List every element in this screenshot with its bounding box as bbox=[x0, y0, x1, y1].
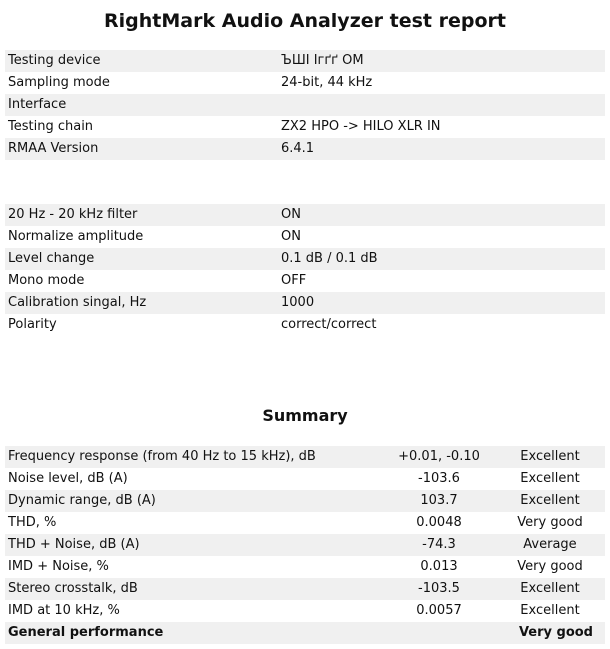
summary-title: Summary bbox=[262, 406, 348, 425]
summary-table bbox=[5, 446, 605, 644]
info-row-rmaa-version bbox=[5, 138, 605, 160]
setting-value: OFF bbox=[278, 270, 605, 292]
general-performance-rating: Very good bbox=[495, 622, 605, 644]
settings-row-mono-mode bbox=[5, 270, 605, 292]
info-key: Interface bbox=[5, 94, 278, 116]
summary-row bbox=[5, 490, 605, 512]
setting-key: Polarity bbox=[5, 314, 278, 336]
info-row-sampling-mode bbox=[5, 72, 605, 94]
summary-param: THD + Noise, dB (A) bbox=[5, 534, 383, 556]
summary-rating: Very good bbox=[495, 512, 605, 534]
setting-value: ON bbox=[278, 204, 605, 226]
setting-key: Mono mode bbox=[5, 270, 278, 292]
summary-param: Dynamic range, dB (A) bbox=[5, 490, 383, 512]
info-row-testing-device bbox=[5, 50, 605, 72]
setting-value: correct/correct bbox=[278, 314, 605, 336]
settings-row-polarity bbox=[5, 314, 605, 336]
summary-param: Frequency response (from 40 Hz to 15 kHz), dB bbox=[5, 446, 383, 468]
summary-rating: Excellent bbox=[495, 490, 605, 512]
general-performance-spacer bbox=[383, 622, 495, 644]
setting-key: 20 Hz - 20 kHz filter bbox=[5, 204, 278, 226]
summary-row bbox=[5, 578, 605, 600]
summary-row bbox=[5, 534, 605, 556]
summary-param: THD, % bbox=[5, 512, 383, 534]
setting-key: Normalize amplitude bbox=[5, 226, 278, 248]
summary-rating: Excellent bbox=[495, 600, 605, 622]
summary-rating: Very good bbox=[495, 556, 605, 578]
settings-row-level-change bbox=[5, 248, 605, 270]
info-value: 6.4.1 bbox=[278, 138, 605, 160]
info-key: Testing chain bbox=[5, 116, 278, 138]
general-performance-label: General performance bbox=[5, 622, 383, 644]
report-title: RightMark Audio Analyzer test report bbox=[104, 10, 506, 32]
summary-rating: Average bbox=[495, 534, 605, 556]
setting-key: Calibration singal, Hz bbox=[5, 292, 278, 314]
summary-value: -103.6 bbox=[383, 468, 495, 490]
summary-value: 0.013 bbox=[383, 556, 495, 578]
summary-param: IMD at 10 kHz, % bbox=[5, 600, 383, 622]
setting-value: 0.1 dB / 0.1 dB bbox=[278, 248, 605, 270]
settings-row-filter bbox=[5, 204, 605, 226]
summary-rating: Excellent bbox=[495, 446, 605, 468]
summary-param: Noise level, dB (A) bbox=[5, 468, 383, 490]
setting-value: ON bbox=[278, 226, 605, 248]
info-row-testing-chain bbox=[5, 116, 605, 138]
summary-row bbox=[5, 512, 605, 534]
info-value bbox=[278, 94, 605, 116]
summary-value: 103.7 bbox=[383, 490, 495, 512]
info-key: Testing device bbox=[5, 50, 278, 72]
summary-value: 0.0057 bbox=[383, 600, 495, 622]
device-info-table bbox=[5, 50, 605, 160]
general-performance-row bbox=[5, 622, 605, 644]
info-key: Sampling mode bbox=[5, 72, 278, 94]
setting-value: 1000 bbox=[278, 292, 605, 314]
settings-table bbox=[5, 204, 605, 336]
settings-row-calibration bbox=[5, 292, 605, 314]
info-value: ZX2 HPO -> HILO XLR IN bbox=[278, 116, 605, 138]
summary-rating: Excellent bbox=[495, 578, 605, 600]
setting-key: Level change bbox=[5, 248, 278, 270]
info-value: ЪШI Iгґґ OM bbox=[278, 50, 605, 72]
info-key: RMAA Version bbox=[5, 138, 278, 160]
summary-row bbox=[5, 600, 605, 622]
summary-row bbox=[5, 468, 605, 490]
summary-row bbox=[5, 446, 605, 468]
summary-value: -103.5 bbox=[383, 578, 495, 600]
settings-row-normalize bbox=[5, 226, 605, 248]
info-value: 24-bit, 44 kHz bbox=[278, 72, 605, 94]
summary-rating: Excellent bbox=[495, 468, 605, 490]
summary-value: +0.01, -0.10 bbox=[383, 446, 495, 468]
summary-value: 0.0048 bbox=[383, 512, 495, 534]
summary-param: Stereo crosstalk, dB bbox=[5, 578, 383, 600]
summary-row bbox=[5, 556, 605, 578]
info-row-interface bbox=[5, 94, 605, 116]
summary-value: -74.3 bbox=[383, 534, 495, 556]
summary-param: IMD + Noise, % bbox=[5, 556, 383, 578]
